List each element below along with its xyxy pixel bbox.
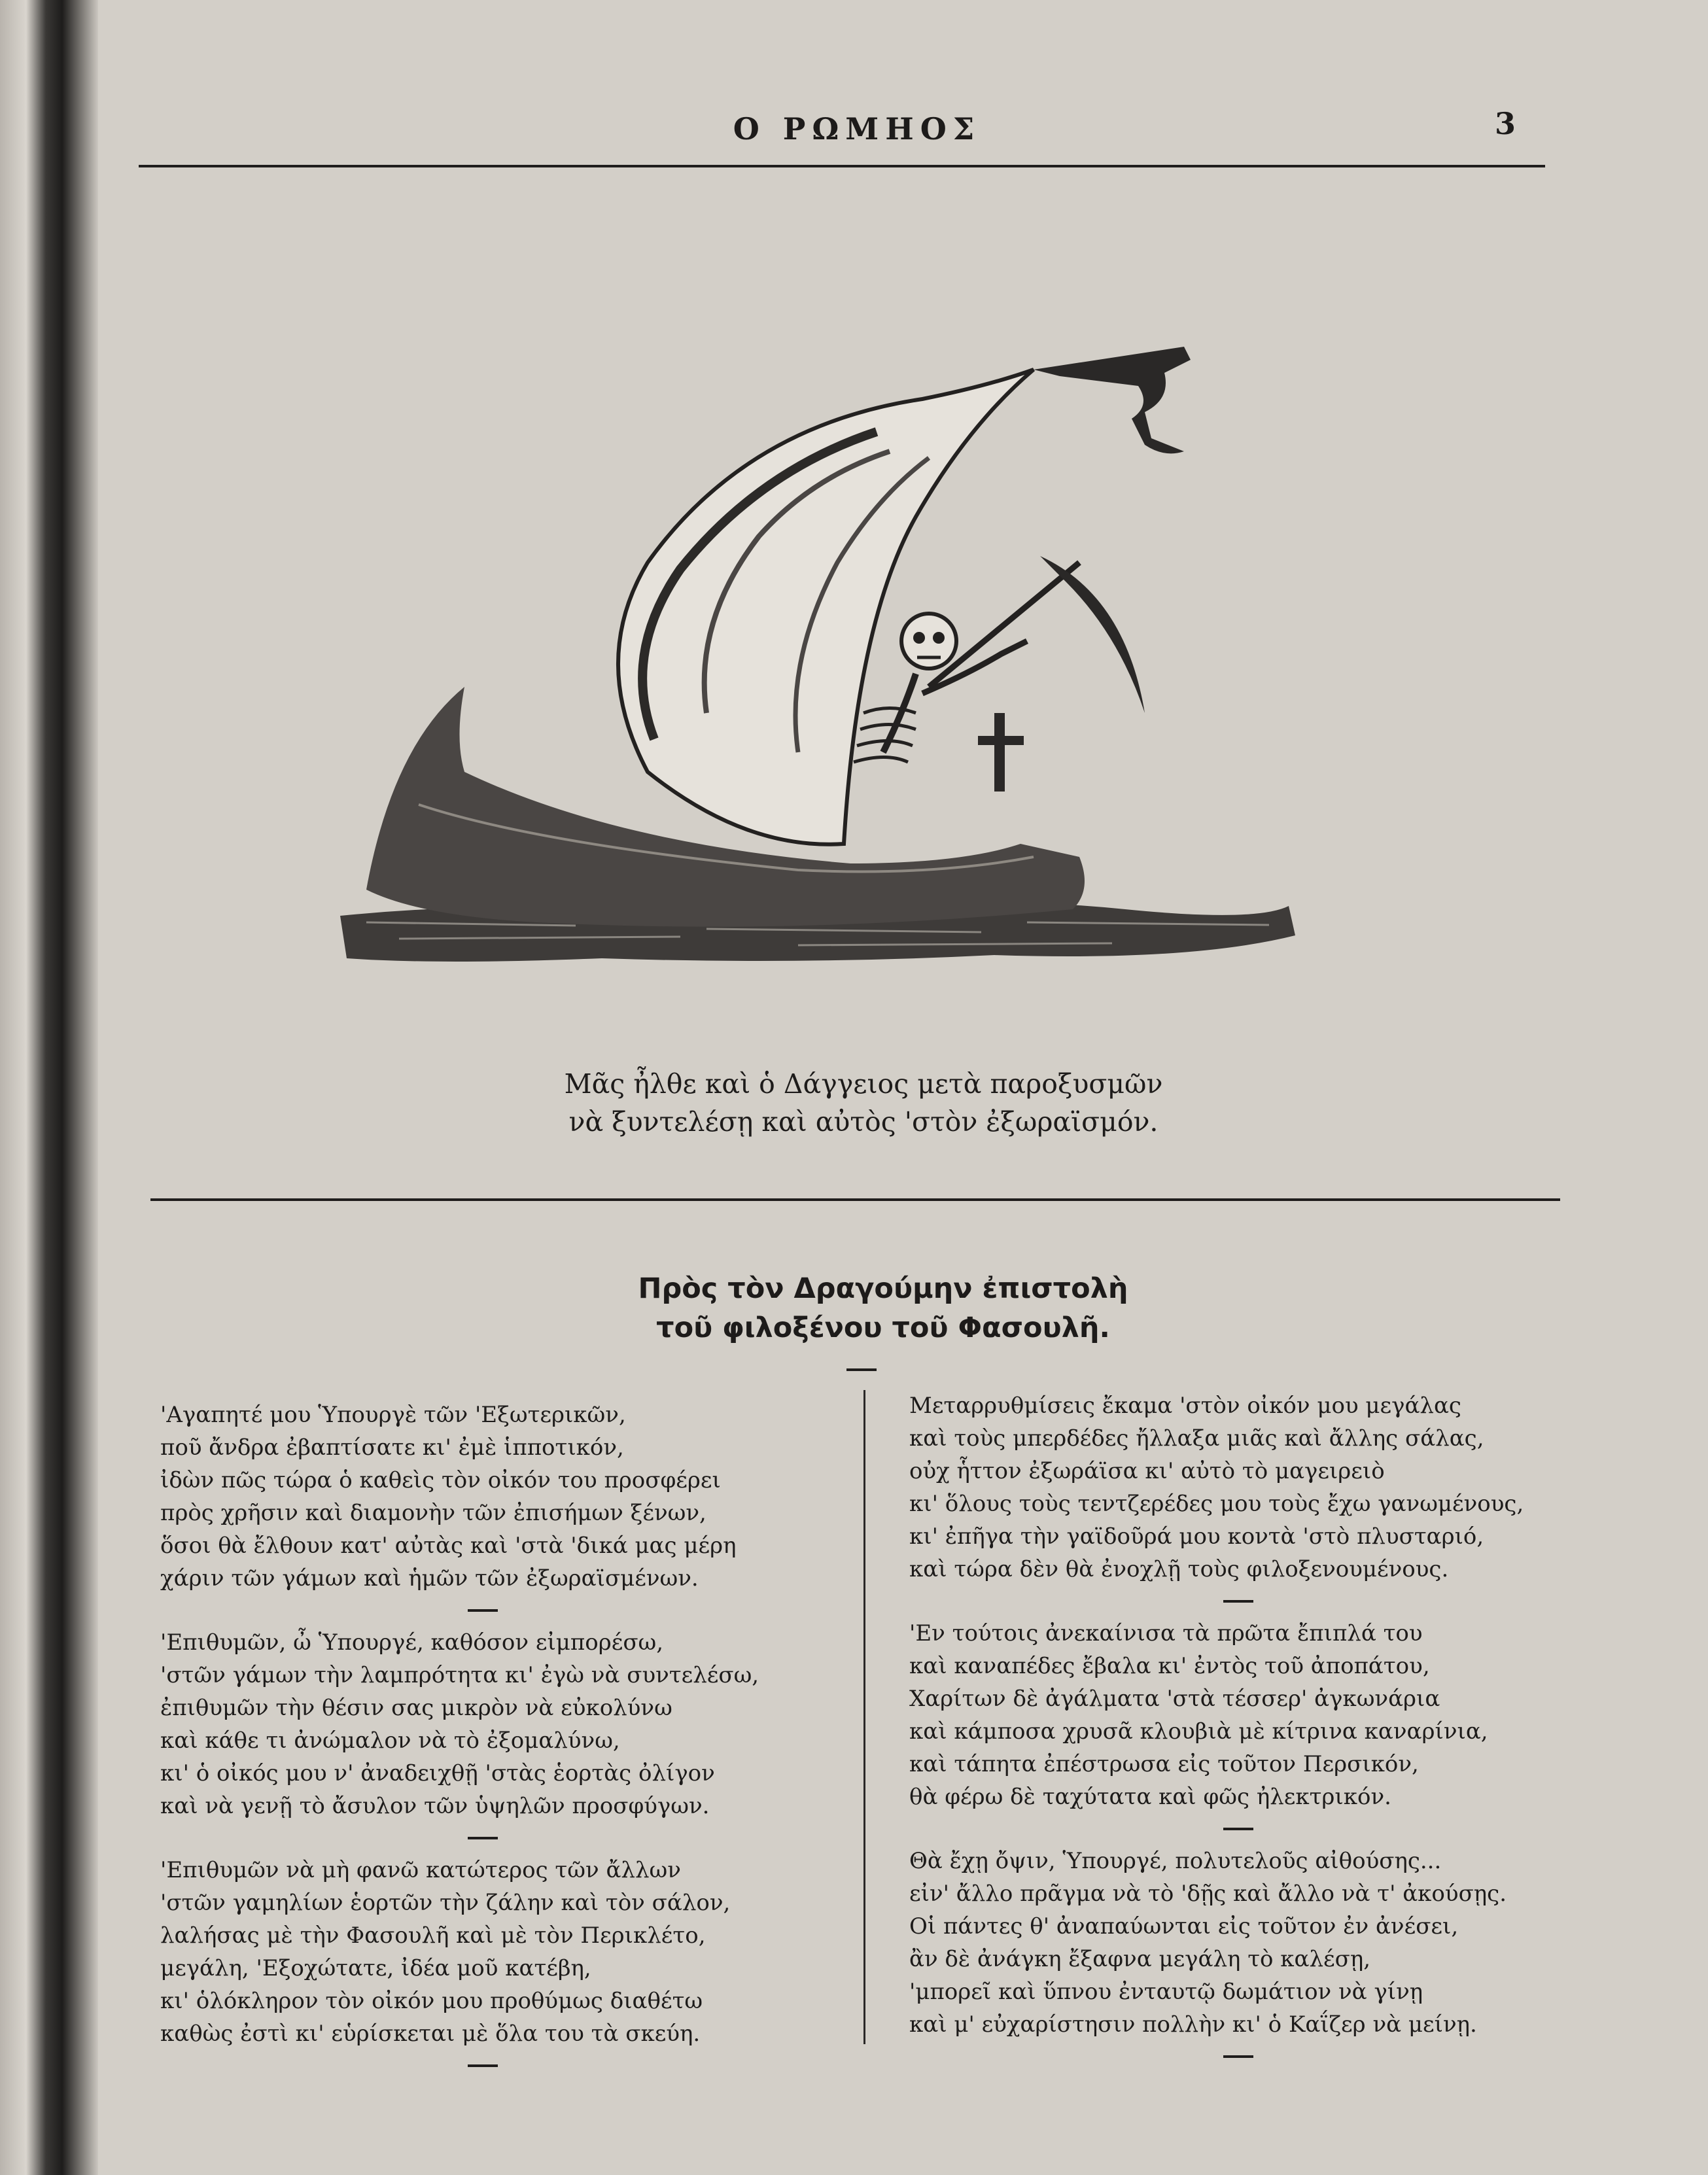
poem-line: ὅσοι θὰ ἔλθουν κατ' αὐτὰς καὶ 'στὰ 'δικά μας μέρη (160, 1533, 737, 1559)
poem-line: Μεταρρυθμίσεις ἔκαμα 'στὸν οἰκόν μου μεγάλας (909, 1393, 1461, 1419)
stanza-separator (468, 2064, 498, 2067)
illustration-caption (536, 1065, 1191, 1141)
poem-line: πρὸς χρῆσιν καὶ διαμονὴν τῶν ἐπισήμων ξένων, (160, 1500, 706, 1526)
stanza (909, 1617, 1563, 1813)
stanza (909, 1845, 1563, 2041)
stanza-separator (1223, 1828, 1253, 1830)
header-rule (139, 165, 1545, 167)
article-title-line: τοῦ φιλοξένου τοῦ Φασουλῆ. (656, 1312, 1110, 1344)
poem-line: οὐχ ἧττον ἐξωράϊσα κι' αὐτὸ τὸ μαγειρειὸ (909, 1458, 1385, 1484)
stanza (909, 1389, 1563, 1586)
poem-line: 'Εν τούτοις ἀνεκαίνισα τὰ πρῶτα ἔπιπλά του (909, 1620, 1423, 1646)
poem-line: Οἱ πάντες θ' ἀναπαύωνται εἰς τοῦτον ἐν ἀνέσει, (909, 1913, 1459, 1940)
stanza-separator (468, 1609, 498, 1612)
caption-line: νὰ ξυντελέσῃ καὶ αὐτὸς 'στὸν ἐξωραϊσμόν. (568, 1106, 1159, 1138)
caption-line: Μᾶς ἦλθε καὶ ὁ Δάγγειος μετὰ παροξυσμῶν (564, 1068, 1163, 1100)
poem-line: θὰ φέρω δὲ ταχύτατα καὶ φῶς ἠλεκτρικόν. (909, 1784, 1391, 1810)
poem-right-column (909, 1389, 1563, 2072)
poem-line: κι' ὁ οἰκός μου ν' ἀναδειχθῇ 'στὰς ἑορτὰς ὀλίγον (160, 1760, 715, 1786)
poem-line: καὶ κάθε τι ἀνώμαλον νὰ τὸ ἐξομαλύνω, (160, 1728, 620, 1754)
poem-line: μεγάλη, 'Εξοχώτατε, ἰδέα μοῦ κατέβη, (160, 1955, 591, 1981)
poem-line: καὶ τώρα δὲν θὰ ἐνοχλῇ τοὺς φιλοξενουμένους. (909, 1556, 1449, 1582)
poem-line: 'στῶν γάμων τὴν λαμπρότητα κι' ἐγὼ νὰ συντελέσω, (160, 1662, 759, 1688)
poem-line: κι' ὅλους τοὺς τεντζερέδες μου τοὺς ἔχω γανωμένους, (909, 1491, 1524, 1517)
section-rule (150, 1198, 1560, 1201)
poem-line: 'Επιθυμῶν, ὦ Ὑπουργέ, καθόσον εἰμπορέσω, (160, 1629, 664, 1656)
poem-line: Θὰ ἔχῃ ὄψιν, Ὑπουργέ, πολυτελοῦς αἰθούσης... (909, 1848, 1442, 1874)
stanza-separator (1223, 2055, 1253, 2058)
stanza (160, 1399, 814, 1595)
stanza (160, 1854, 814, 2050)
book-binding-shadow (0, 0, 98, 2175)
page-number: 3 (1495, 106, 1516, 141)
poem-line: 'Επιθυμῶν νὰ μὴ φανῶ κατώτερος τῶν ἄλλων (160, 1857, 681, 1883)
article-title (458, 1269, 1308, 1348)
poem-line: εἰν' ἄλλο πρᾶγμα νὰ τὸ 'δῇς καὶ ἄλλο νὰ τ' ἀκούσῃς. (909, 1881, 1507, 1907)
article-title-line: Πρὸς τὸν Δραγούμην ἐπιστολὴ (638, 1272, 1128, 1305)
newspaper-masthead: Ο ΡΩΜΗΟΣ (733, 111, 981, 147)
poem-line: καὶ νὰ γενῇ τὸ ἄσυλον τῶν ὑψηλῶν προσφύγων. (160, 1793, 710, 1819)
poem-line: 'μπορεῖ καὶ ὕπνου ἐνταυτῷ δωμάτιον νὰ γίνῃ (909, 1979, 1423, 2005)
stanza-separator (1223, 1600, 1253, 1603)
poem-line: καὶ τάπητα ἐπέστρωσα εἰς τοῦτον Περσικόν, (909, 1751, 1419, 1777)
column-divider (863, 1390, 865, 2044)
poem-line: κι' ἐπῆγα τὴν γαϊδοῦρά μου κοντὰ 'στὸ πλυσταριό, (909, 1523, 1484, 1550)
poem-line: 'Αγαπητέ μου Ὑπουργὲ τῶν 'Εξωτερικῶν, (160, 1402, 626, 1428)
skeleton-with-scythe-in-boat-illustration (340, 347, 1387, 1014)
poem-line: λαλήσας μὲ τὴν Φασουλῆ καὶ μὲ τὸν Περικλέτο, (160, 1923, 706, 1949)
stanza (160, 1626, 814, 1822)
poem-line: Χαρίτων δὲ ἀγάλματα 'στὰ τέσσερ' ἀγκωνάρια (909, 1686, 1440, 1712)
poem-line: χάριν τῶν γάμων καὶ ἡμῶν τῶν ἐξωραϊσμένων. (160, 1565, 699, 1592)
poem-line: ποῦ ἄνδρα ἐβαπτίσατε κι' ἐμὲ ἱπποτικόν, (160, 1435, 624, 1461)
poem-line: καθὼς ἐστὶ κι' εὑρίσκεται μὲ ὅλα του τὰ σκεύη. (160, 2021, 701, 2047)
poem-line: καὶ μ' εὐχαρίστησιν πολλὴν κι' ὁ Καΐζερ νὰ μείνῃ. (909, 2011, 1477, 2038)
poem-line: 'στῶν γαμηλίων ἑορτῶν τὴν ζάλην καὶ τὸν σάλον, (160, 1890, 731, 1916)
poem-line: καὶ κάμποσα χρυσᾶ κλουβιὰ μὲ κίτρινα καναρίνια, (909, 1718, 1488, 1745)
poem-line: καὶ τοὺς μπερδέδες ἤλλαξα μιᾶς καὶ ἄλλης σάλας, (909, 1425, 1484, 1452)
poem-left-column (160, 1399, 814, 2081)
poem-line: ἂν δὲ ἀνάγκη ἔξαφνα μεγάλη τὸ καλέσῃ, (909, 1946, 1371, 1972)
poem-line: καὶ καναπέδες ἔβαλα κι' ἐντὸς τοῦ ἀποπάτου, (909, 1653, 1430, 1679)
poem-line: ἐπιθυμῶν τὴν θέσιν σας μικρὸν νὰ εὐκολύνω (160, 1695, 672, 1721)
stanza-separator (468, 1837, 498, 1839)
poem-line: κι' ὁλόκληρον τὸν οἰκόν μου προθύμως διαθέτω (160, 1988, 703, 2014)
title-separator (846, 1368, 877, 1371)
poem-line: ἰδὼν πῶς τώρα ὁ καθεὶς τὸν οἰκόν του προσφέρει (160, 1467, 721, 1493)
